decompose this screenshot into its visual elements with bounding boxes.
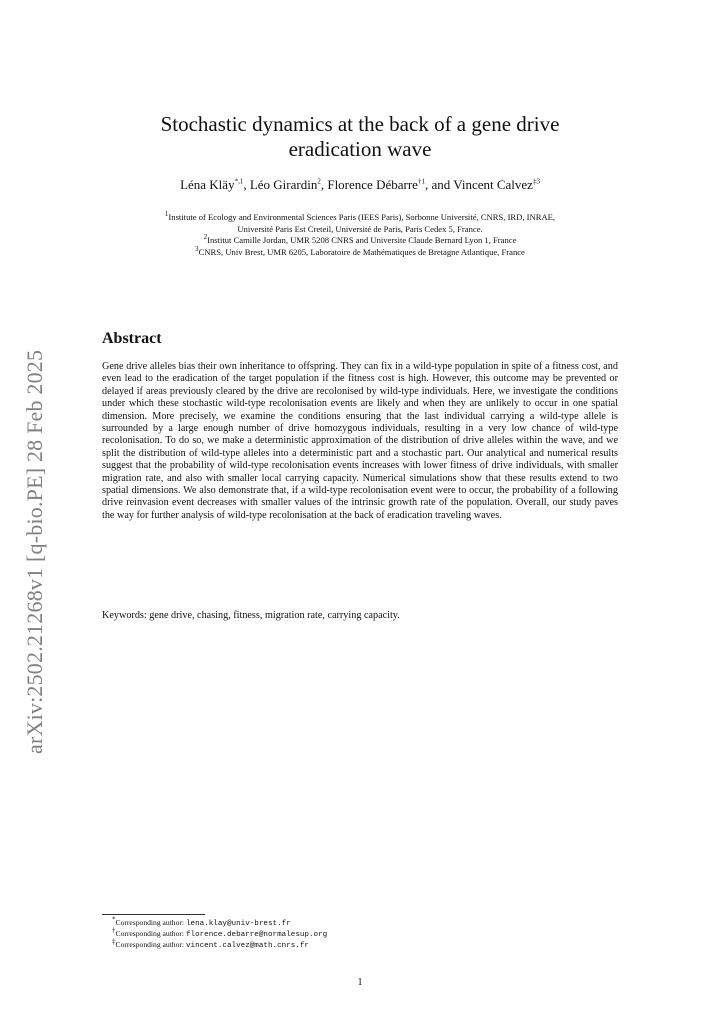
page-number: 1: [357, 977, 363, 988]
affiliation-3: [100, 244, 620, 259]
footnote-2: [112, 926, 612, 940]
author-separator: ,: [320, 177, 328, 192]
author-marker: 2: [317, 177, 321, 186]
footnote-marker: ‡: [112, 937, 116, 946]
affiliations: [100, 212, 620, 258]
author-marker: †1: [417, 177, 425, 186]
affiliation-marker: 2: [203, 233, 208, 242]
author-separator: ,: [243, 177, 250, 192]
affiliation-marker: 3: [195, 244, 199, 253]
footnote-marker: *: [112, 915, 116, 924]
footnote-divider: [102, 914, 205, 915]
footnotes: [112, 915, 612, 951]
affiliation-1-continued: Université Paris Est Creteil, Université de Paris, Paris Cedex 5, France.: [237, 223, 483, 234]
author-name: Léo Girardin: [249, 177, 318, 192]
author-name: , and Vincent Calvez: [424, 177, 533, 192]
affiliation-marker: 1: [164, 210, 169, 219]
author-list: [100, 177, 620, 193]
title-line-2: eradication wave: [288, 137, 432, 161]
footnote-label: Corresponding author:: [115, 929, 186, 938]
arxiv-identifier-stamp: arXiv:2502.21268v1 [q-bio.PE] 28 Feb 2025: [22, 349, 47, 754]
email-address: lena.klay@univ-brest.fr: [185, 920, 291, 928]
footnote-label: Corresponding author:: [115, 918, 186, 927]
author-marker: *,1: [234, 177, 244, 186]
footnote-marker: †: [112, 926, 116, 935]
footnote-label: Corresponding author:: [115, 940, 186, 949]
title-line-1: Stochastic dynamics at the back of a gene drive: [160, 112, 560, 136]
footnote-3: [112, 937, 612, 951]
author-marker: ‡3: [532, 177, 540, 186]
abstract-body: Gene drive alleles bias their own inheritance to offspring. They can fix in a wild-type population in spite of a fitness cost, and even lead to the eradication of the target population if the fitness cost is high. However, this outcome may be prevented or delayed if areas previously cleared by the drive are recolonised by wild-type individuals. Here, we investigate the conditions under which these stochastic wild-type recolonisation events are likely and when they are unlikely to occur in one spatial dimension. More precisely, we examine the conditions ensuring that the last individual carrying a wild-type allele is surrounded by a large enough number of drive homozygous individuals, resulting in a very low chance of wild-type recolonisation. To do so, we make a deterministic approximation of the distribution of drive alleles within the wave, and we split the distribution of wild-type alleles into a deterministic part and a stochastic part. Our analytical and numerical results suggest that the probability of wild-type recolonisation events increases with lower fitness of drive individuals, with smaller migration rate, and also with smaller local carrying capacity. Numerical simulations show that these results extend to two spatial dimensions. We also demonstrate that, if a wild-type recolonisation event were to occur, the probability of a following drive reinvasion event decreases with smaller values of the intrinsic growth rate of the population. Overall, our study paves the way for further analysis of wild-type recolonisation at the back of eradication traveling waves.: [102, 361, 618, 521]
abstract-heading: Abstract: [102, 330, 162, 347]
email-address: vincent.calvez@math.cnrs.fr: [185, 942, 309, 950]
author-name: Léna Kläy: [180, 177, 235, 192]
email-address: florence.debarre@normalesup.org: [185, 931, 328, 939]
author-name: Florence Débarre: [327, 177, 418, 192]
footnote-1: [112, 915, 612, 929]
affiliation-2: [100, 235, 620, 247]
affiliation-text: CNRS, Univ Brest, UMR 6205, Laboratoire de Mathématiques de Bretagne Atlantique, France: [198, 246, 525, 257]
keywords: Keywords: gene drive, chasing, fitness, migration rate, carrying capacity.: [102, 610, 400, 621]
affiliation-text: Institute of Ecology and Environmental Sciences Paris (IEES Paris), Sorbonne Université, CNRS, IRD, INRAE,: [168, 212, 556, 222]
paper-title: [100, 112, 620, 162]
affiliation-text: Institut Camille Jordan, UMR 5208 CNRS and Universite Claude Bernard Lyon 1, France: [207, 235, 517, 245]
affiliation-1: [100, 212, 620, 224]
